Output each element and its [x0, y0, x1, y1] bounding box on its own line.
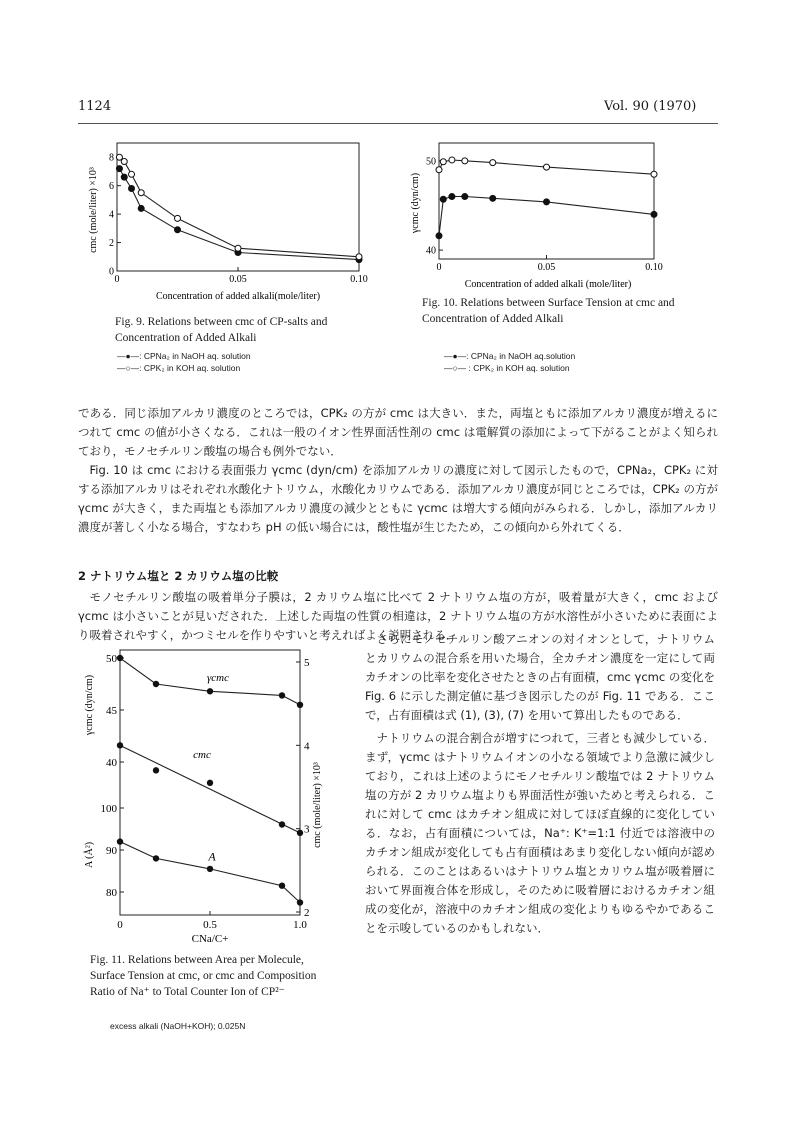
fig10-data-point [462, 194, 468, 200]
fig9-legend [117, 350, 377, 374]
fig9-data-point [129, 171, 135, 177]
body-top [78, 404, 718, 537]
fig10-data-point [449, 157, 455, 163]
fig10-data-point [544, 199, 550, 205]
fig9-data-point [175, 215, 181, 221]
fig9-data-point [121, 174, 127, 180]
fig10-data-point [651, 171, 657, 177]
paragraph-5: ナトリウムの混合割合が増すにつれて，三者とも減少している．まず，γcmc はナトリウムイオンの小なる領域でより急激に減少しており，これは上述のようにモノセチルリン酸塩では 2 ナトリウム塩の方が 2 カリウム塩よりも界面活性が強いためと考えられる．これに対して cmc はカチオン組成に対してほぼ直線的に変化している．なお，占有面積については，Na⁺: K⁺=1:1 付近では溶液中のカチオン組成が変化しても占有面積はあまり変化しない傾向が認められる．このことはあるいはナトリウム塩とカリウム塩が吸着層において界面複合体を形成し，そのために吸着層におけるカチオン組成の変化が，溶液中のカチオン組成の変化よりもゆるやかであることを示唆しているのかもしれない． [365, 731, 715, 935]
fig10-data-point [436, 233, 442, 239]
fig11-data-point [207, 780, 213, 786]
fig10-data-point [440, 159, 446, 165]
fig11-xtick-label: 1.0 [293, 919, 307, 931]
fig11-ylabel-top: γcmc (dyn/cm) [84, 674, 95, 736]
figure-9-chart [82, 135, 382, 305]
fig11-series-label: A [208, 849, 216, 864]
fig9-data-point [356, 254, 362, 260]
fig9-data-point [138, 205, 144, 211]
fig11-ytick-label-left: 100 [100, 803, 117, 815]
fig10-legend [444, 350, 684, 374]
fig10-data-point [544, 164, 550, 170]
fig11-ytick-label-left: 80 [106, 887, 117, 899]
fig11-ytick-label-left: 45 [106, 705, 117, 717]
fig11-data-point [279, 821, 285, 827]
fig10-data-point [436, 167, 442, 173]
fig9-data-point [129, 186, 135, 192]
fig11-xtick-label: 0 [117, 919, 123, 931]
fig9-series-line-2 [119, 157, 359, 257]
fig9-ytick-label: 4 [109, 209, 114, 221]
fig10-ylabel: γcmc (dyn/cm) [410, 172, 421, 234]
paragraph-3: モノセチルリン酸塩の吸着単分子膜は，2 カリウム塩に比べて 2 ナトリウム塩の方が，吸着量が大きく，cmc および γcmc は小さいことが見いだされた．上述した両塩の性質の相違は，2 ナトリウム塩の方が水溶性が小さいために表面により吸着されやすく，かつミセルを作りやすいと考えればよく説明される． [78, 590, 718, 642]
fig10-legend-item-2: —○— : CPK₂ in KOH aq. solution [444, 363, 570, 373]
fig9-data-point [116, 166, 122, 172]
fig9-data-point [121, 158, 127, 164]
fig11-ytick-label-right: 3 [304, 823, 310, 836]
fig11-note: excess alkali (NaOH+KOH); 0.025N [110, 1021, 246, 1031]
paragraph-4: さらにモノセチルリン酸アニオンの対イオンとして，ナトリウムとカリウムの混合系を用いた場合，全カチオン濃度を一定にして両カチオンの比率を変化させたときの占有面積，cmc γcmc の変化を Fig. 6 に示した測定値に基づき図示したのが Fig. 11 である．ここで，占有面積は式 (1), (3), (7) を用いて算出したものである． [365, 632, 715, 722]
body-right-column [365, 630, 715, 938]
fig10-ytick-label: 40 [426, 245, 436, 257]
fig9-xtick-label: 0.10 [350, 274, 368, 285]
fig11-data-point [153, 767, 159, 773]
fig11-data-point [153, 855, 159, 861]
fig10-data-point [449, 194, 455, 200]
fig11-xlabel: CNa/C+ [191, 933, 229, 945]
section-heading: 2 ナトリウム塩と 2 カリウム塩の比較 [78, 569, 279, 583]
fig11-data-point [207, 688, 213, 694]
fig9-xlabel: Concentration of added alkali(mole/liter) [155, 291, 321, 302]
fig11-data-point [297, 830, 303, 836]
fig10-xtick-label: 0.05 [537, 262, 556, 273]
fig9-ylabel: cmc (mole/liter) ×10³ [88, 167, 99, 253]
page-number: 1124 [78, 99, 112, 114]
fig11-ytick-label-right: 4 [304, 740, 310, 753]
fig11-series-label: cmc [193, 748, 211, 761]
fig9-xtick-label: 0.05 [229, 274, 247, 285]
fig10-xtick-label: 0 [436, 262, 442, 273]
fig11-series-label: γcmc [206, 671, 230, 684]
fig11-ytick-label-left: 40 [106, 757, 117, 769]
fig9-ytick-label: 0 [109, 266, 114, 278]
fig10-data-point [651, 211, 657, 217]
fig11-ylabel-bottom: A (Å²) [84, 841, 95, 869]
fig11-ytick-label-right: 2 [304, 906, 310, 919]
fig9-ytick-label: 8 [109, 152, 114, 164]
fig10-data-point [490, 195, 496, 201]
fig9-ytick-label: 6 [109, 181, 114, 193]
fig10-data-point [440, 196, 446, 202]
figure-10-chart [406, 138, 686, 293]
fig9-xtick-label: 0 [114, 274, 120, 285]
fig9-data-point [138, 190, 144, 196]
fig11-data-point [117, 742, 123, 748]
paragraph-2: Fig. 10 は cmc における表面張力 γcmc (dyn/cm) を添加アルカリの濃度に対して図示したもので，CPNa₂，CPK₂ に対する添加アルカリはそれぞれ水酸化ナトリウム，水酸化カリウムである．添加アルカリ濃度が同じところでは，CPK₂ の方が γcmc が大きく，また両塩とも添加アルカリ濃度の減少とともに γcmc は増大する傾向がみられる．しかし，添加アルカリ濃度が著しく小なる場合，すなわち pH の低い場合には，酸性塩が生じたため，この傾向から外れてくる． [78, 463, 718, 534]
fig10-legend-item-1: —●—: CPNa₂ in NaOH aq.solution [444, 351, 576, 361]
fig11-data-point [279, 692, 285, 698]
fig9-caption: Fig. 9. Relations between cmc of CP-salts and Concentration of Added Alkali [115, 316, 328, 344]
fig9-data-point [235, 245, 241, 251]
fig11-data-point [153, 681, 159, 687]
fig11-data-point [297, 702, 303, 708]
fig9-ytick-label: 2 [109, 238, 114, 250]
fig9-legend-item-1: —●—: CPNa₂ in NaOH aq. solution [117, 351, 251, 361]
fig11-data-point [279, 883, 285, 889]
fig11-data-point [297, 899, 303, 905]
fig11-caption: Fig. 11. Relations between Area per Molecule, Surface Tension at cmc, or cmc and Composition Ratio of Na⁺ to Total Counter Ion of CP²⁻ [90, 954, 317, 998]
fig10-xlabel: Concentration of added alkali (mole/liter) [464, 279, 632, 290]
figure-11-chart [80, 640, 330, 950]
fig10-caption: Fig. 10. Relations between Surface Tension at cmc and Concentration of Added Alkali [422, 297, 675, 325]
paragraph-1: である．同じ添加アルカリ濃度のところでは，CPK₂ の方が cmc は大きい．また，両塩ともに添加アルカリ濃度が増えるにつれて cmc の値が小さくなる．これは一般のイオン性界面活性剤の cmc は電解質の添加によって下がることがよく知られており，モノセチルリン酸塩の場合も例外でない． [78, 406, 718, 458]
fig10-ytick-label: 50 [426, 156, 436, 168]
fig11-data-point [207, 866, 213, 872]
header-rule [78, 123, 718, 124]
fig11-data-point [117, 838, 123, 844]
fig10-xtick-label: 0.10 [645, 262, 663, 273]
fig10-data-point [490, 160, 496, 166]
fig11-xtick-label: 0.5 [203, 919, 217, 931]
fig11-ytick-label-left: 50 [106, 653, 117, 665]
fig11-ylabel-right: cmc (mole/liter) ×10³ [312, 762, 323, 848]
fig9-data-point [175, 227, 181, 233]
fig10-data-point [462, 158, 468, 164]
fig11-ytick-label-left: 90 [106, 845, 117, 857]
fig11-data-point [117, 655, 123, 661]
fig11-ytick-label-right: 5 [304, 657, 310, 669]
fig9-legend-item-2: —○—: CPK₂ in KOH aq. solution [117, 363, 241, 373]
volume-label: Vol. 90 (1970) [604, 99, 697, 114]
